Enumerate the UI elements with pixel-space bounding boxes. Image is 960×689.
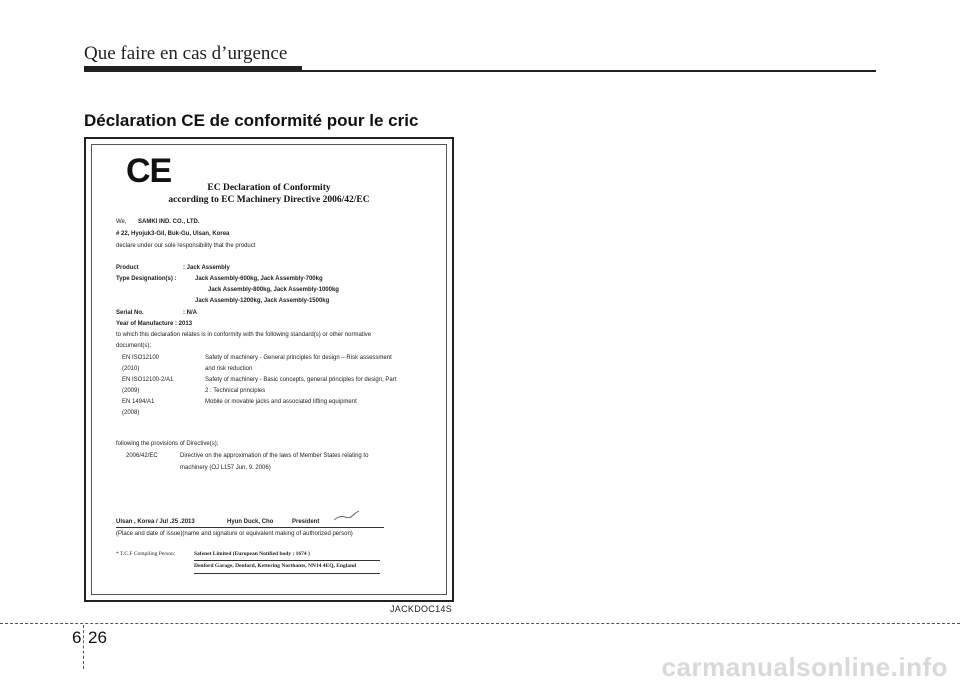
tcf-value-2: Denford Garage, Denford, Kettering Northants, NN14 4EQ, England bbox=[194, 563, 357, 569]
type-label: Type Designation(s) : bbox=[116, 276, 177, 282]
directive-code: 2006/42/EC bbox=[126, 453, 158, 459]
header-bar bbox=[84, 66, 302, 72]
type-value-2: Jack Assembly-800kg, Jack Assembly-1000kg bbox=[208, 287, 339, 293]
certificate-subtitle: according to EC Machinery Directive 2006/42/EC bbox=[168, 195, 370, 205]
header-rule bbox=[302, 70, 876, 72]
we-label: We, bbox=[116, 219, 127, 225]
sign-caption: (Place and date of issue)(name and signature or equivalent making of authorized person) bbox=[116, 531, 353, 537]
company-address: # 22, Hyojuk3-Gil, Buk-Gu, Ulsan, Korea bbox=[116, 231, 230, 237]
standard-code: EN ISO12100-2/A1 bbox=[122, 377, 174, 383]
standard-desc: and risk reduction bbox=[205, 366, 253, 372]
sign-place-date: Ulsan , Korea / Jul .25 .2013 bbox=[116, 519, 195, 525]
certificate-image bbox=[84, 137, 454, 602]
type-value-3: Jack Assembly-1200kg, Jack Assembly-1500kg bbox=[195, 298, 330, 304]
page-number: 26 bbox=[88, 628, 107, 647]
conformity-text-2: document(s); bbox=[116, 343, 152, 349]
product-value: : Jack Assembly bbox=[183, 265, 230, 271]
type-value-1: Jack Assembly-600kg, Jack Assembly-700kg bbox=[195, 276, 323, 282]
tcf-line-2 bbox=[194, 573, 380, 574]
standard-code: (2010) bbox=[122, 366, 140, 372]
tcf-line-1 bbox=[194, 560, 380, 561]
directive-desc-2: machinery (OJ L157 Jun, 9. 2006) bbox=[180, 465, 271, 471]
sign-role: President bbox=[292, 519, 320, 525]
standard-desc: Mobile or movable jacks and associated lifting equipment bbox=[205, 399, 357, 405]
footer-dashed-divider bbox=[83, 625, 84, 669]
serial-label: Serial No. bbox=[116, 310, 144, 316]
watermark-logo: carmanualsonline.info bbox=[661, 652, 948, 682]
tcf-label: * T.C.F Compiling Person: bbox=[116, 551, 176, 557]
product-label: Product bbox=[116, 265, 139, 271]
certificate-title: EC Declaration of Conformity bbox=[207, 183, 331, 193]
standard-code: EN ISO12100 bbox=[122, 355, 160, 361]
document-code: JACKDOC14S bbox=[390, 604, 453, 614]
directive-intro: following the provisions of Directive(s); bbox=[116, 441, 219, 447]
year-of-manufacture: Year of Manufacture : 2013 bbox=[116, 321, 193, 327]
chapter-number: 6 bbox=[72, 628, 82, 647]
certificate-inner-border bbox=[91, 144, 447, 595]
standard-desc: 2 : Technical principles bbox=[205, 388, 266, 394]
ce-mark-logo: CE bbox=[126, 152, 172, 190]
standard-desc: Safety of machinery - Basic concepts, general principles for design, Part bbox=[205, 377, 397, 383]
declare-text: declare under our sole responsibility that the product bbox=[116, 243, 256, 249]
page-header-title: Que faire en cas d’urgence bbox=[84, 43, 288, 64]
serial-value: : N/A bbox=[183, 310, 197, 316]
signature-line bbox=[116, 527, 384, 528]
conformity-text-1: to which this declaration relates is in conformity with the following standard(s) or other normative bbox=[116, 332, 372, 338]
tcf-value-1: Safenet Limited (European Notified body : 1674 ) bbox=[194, 551, 310, 557]
standard-desc: Safety of machinery - General principles for design – Risk assessment bbox=[205, 355, 392, 361]
footer-dashed-rule bbox=[0, 623, 960, 624]
standard-code: (2008) bbox=[122, 410, 140, 416]
standard-code: (2009) bbox=[122, 388, 140, 394]
standard-code: EN 1494/A1 bbox=[122, 399, 155, 405]
company-name: SAMKI IND. CO., LTD. bbox=[138, 219, 200, 225]
directive-desc-1: Directive on the approximation of the laws of Member States relating to bbox=[180, 453, 369, 459]
sign-name: Hyun Duck, Cho bbox=[227, 519, 274, 525]
section-title: Déclaration CE de conformité pour le cric bbox=[84, 111, 419, 130]
signature-scribble-icon bbox=[332, 509, 362, 523]
